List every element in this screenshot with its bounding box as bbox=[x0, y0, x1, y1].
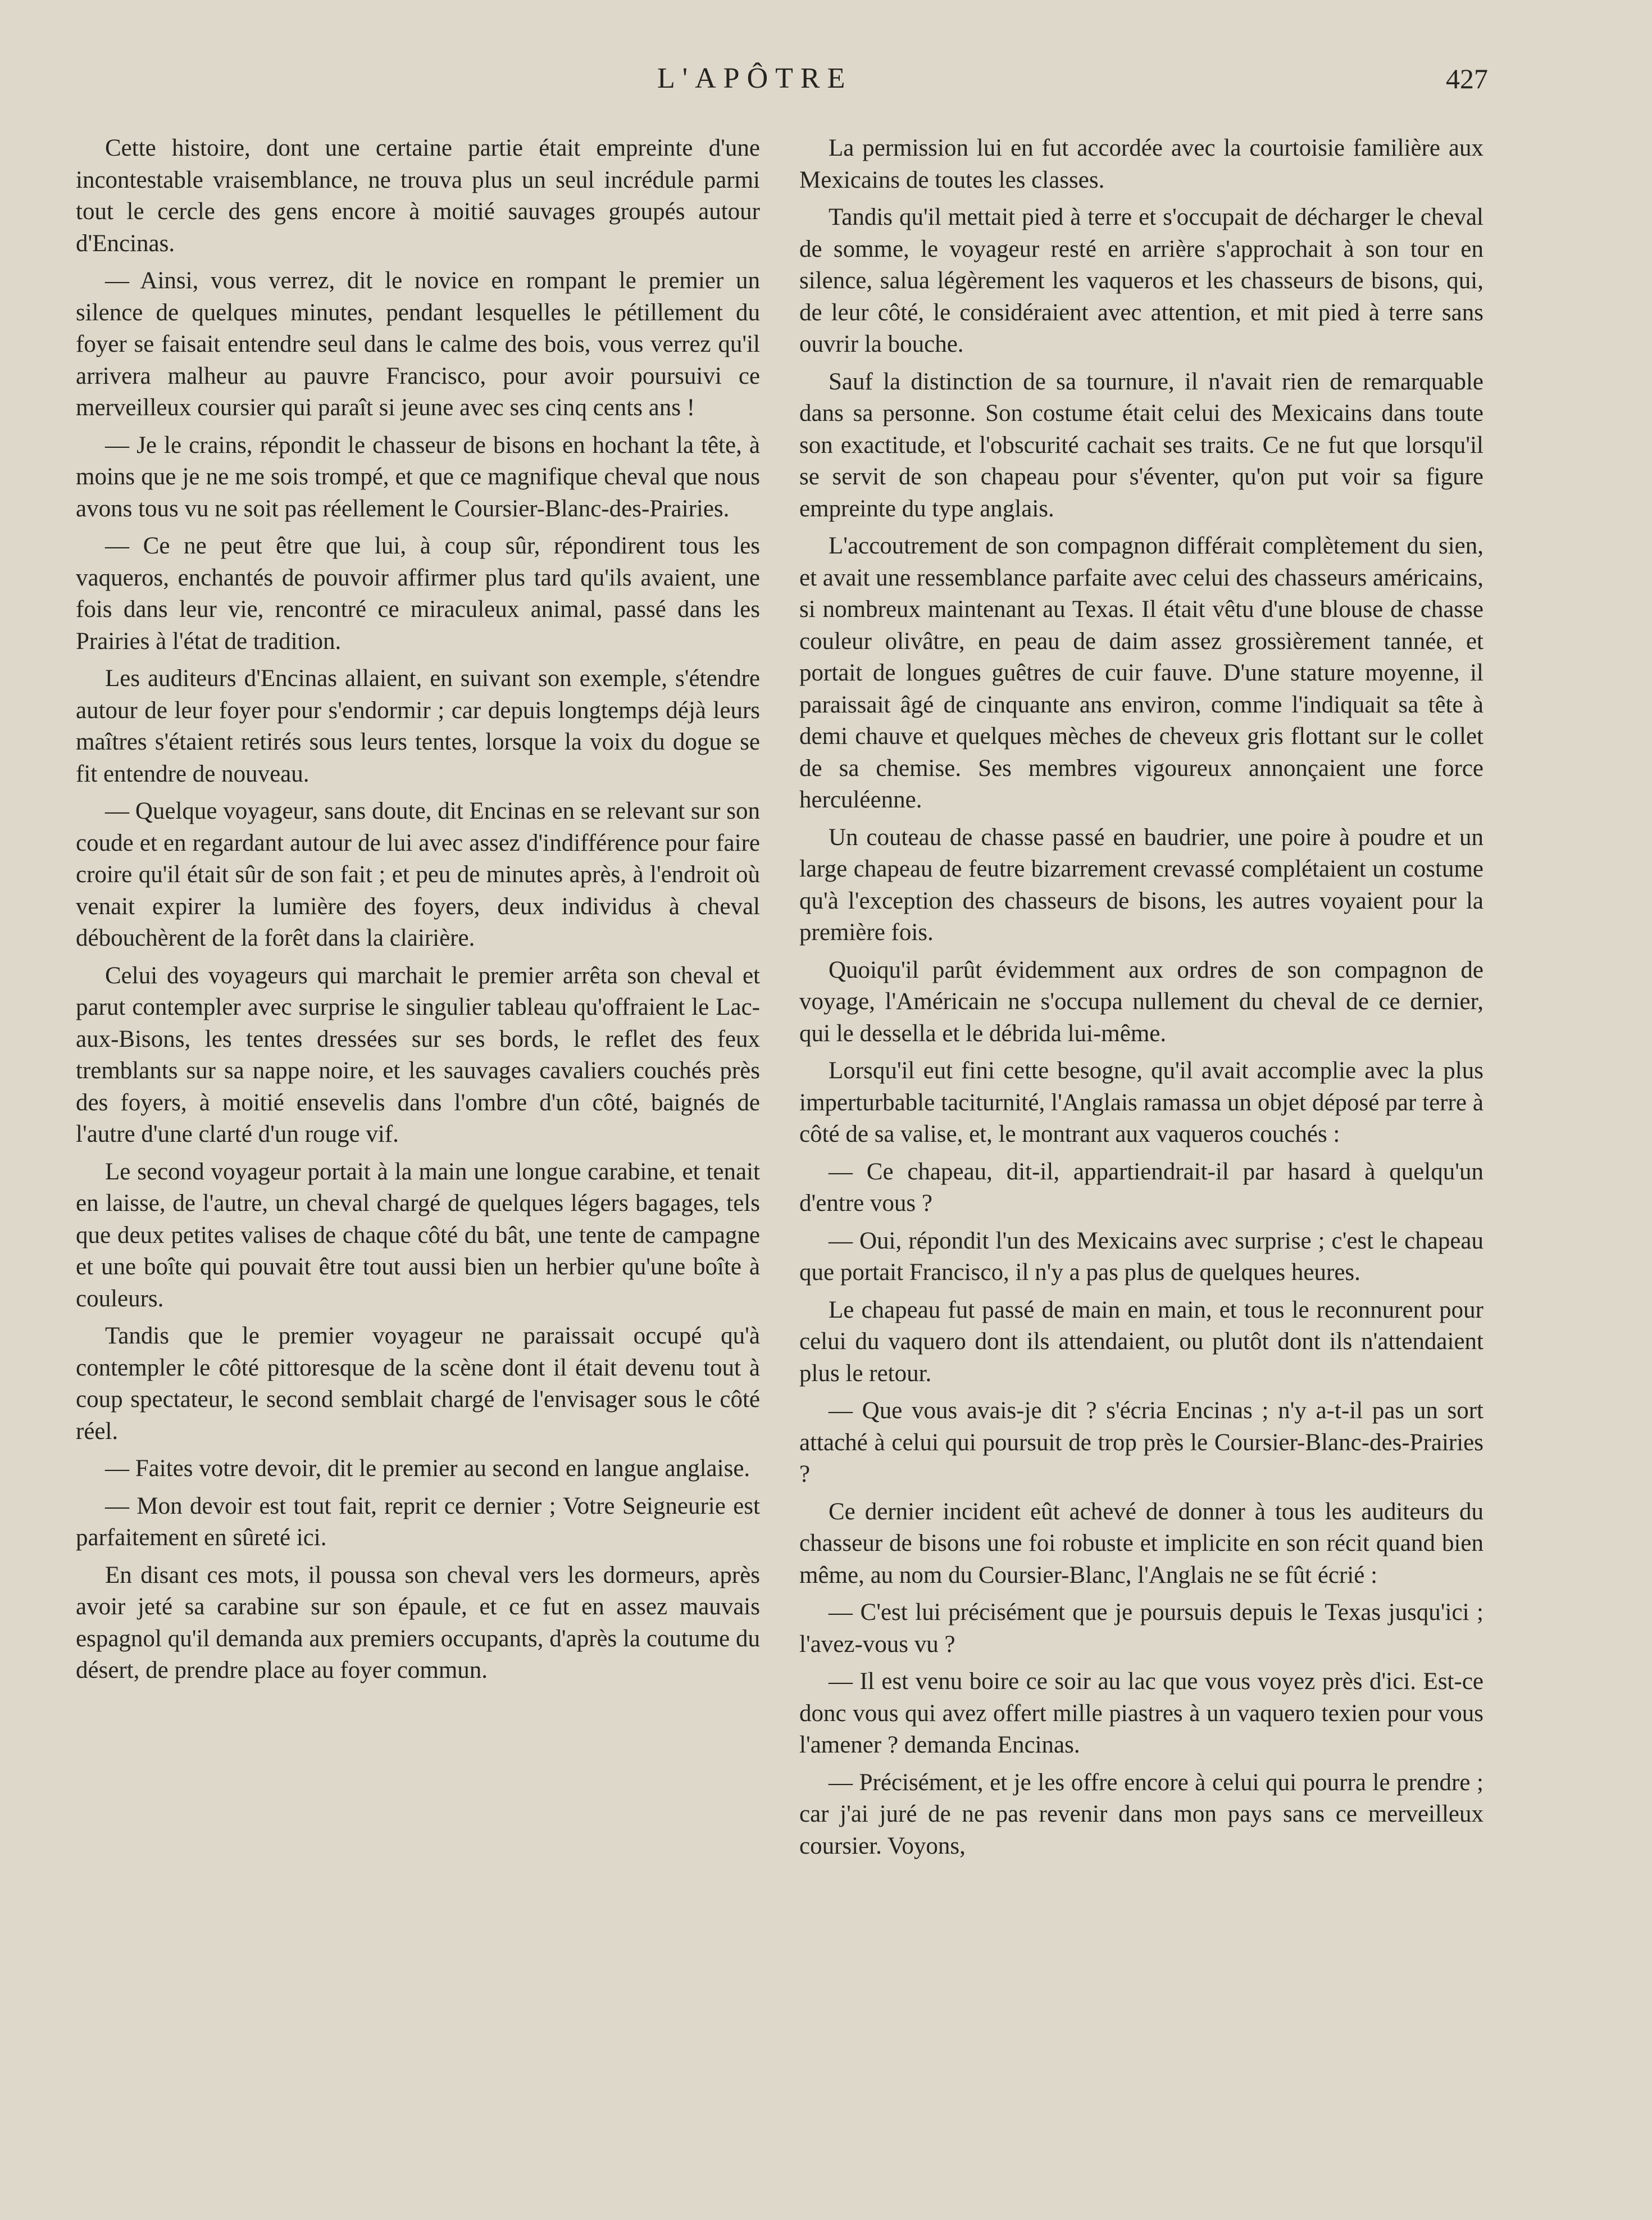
paragraph: — Oui, répondit l'un des Mexicains avec surprise ; c'est le chapeau que portait Francisco, il n'y a pas plus de quelques heures. bbox=[799, 1227, 1483, 1286]
paragraph: L'accoutrement de son compagnon différait complètement du sien, et avait une ressemblance parfaite avec celui des chasseurs américains, si nombreux maintenant au Texas. Il était vêtu d'une blouse de chasse couleur olivâtre, en peau de daim assez grossièrement tannée, et portait de longues guêtres de cuir fauve. D'une stature moyenne, il paraissait âgé de cinquante ans environ, comme l'indiquait sa tête à demi chauve et quelques mèches de cheveux gris flottant sur le collet de sa chemise. Ses membres vigoureux annonçaient une force herculéenne. bbox=[799, 533, 1483, 813]
paragraph: — Ainsi, vous verrez, dit le novice en rompant le premier un silence de quelques minutes, pendant lesquelles le pétillement du foyer se faisait entendre seul dans le calme des bois, vous verrez qu'il arrivera malheur au pauvre Francisco, pour avoir poursuivi ce merveilleux coursier qui paraît si jeune avec ses cinq cents ans ! bbox=[76, 267, 760, 421]
paragraph: Tandis qu'il mettait pied à terre et s'occupait de décharger le cheval de somme, le voyageur resté en arrière s'approchait à son tour en silence, salua légèrement les vaqueros et les chasseurs de bisons, qui, de leur côté, le considéraient avec attention, et mit pied à terre sans ouvrir la bouche. bbox=[799, 204, 1483, 357]
paragraph: Un couteau de chasse passé en baudrier, une poire à poudre et un large chapeau de feutre bizarrement crevassé complétaient un costume qu'à l'exception des chasseurs de bisons, les autres voyaient pour la première fois. bbox=[799, 824, 1483, 946]
paragraph: — Il est venu boire ce soir au lac que vous voyez près d'ici. Est-ce donc vous qui avez offert mille piastres à un vaquero texien pour vous l'amener ? demanda Encinas. bbox=[799, 1668, 1483, 1758]
page-number: 427 bbox=[1446, 63, 1488, 94]
right-column bbox=[799, 133, 1483, 1868]
paragraph: Le chapeau fut passé de main en main, et tous le reconnurent pour celui du vaquero dont ils attendaient, ou plutôt dont ils n'attendaient plus le retour. bbox=[799, 1296, 1483, 1387]
paragraph: Lorsqu'il eut fini cette besogne, qu'il avait accomplie avec la plus imperturbable taciturnité, l'Anglais ramassa un objet déposé par terre à côté de sa valise, et, le montrant aux vaqueros couchés : bbox=[799, 1057, 1483, 1147]
paragraph: Celui des voyageurs qui marchait le premier arrêta son cheval et parut contempler avec surprise le singulier tableau qu'offraient le Lac-aux-Bisons, les tentes dressées sur ses bords, le reflet des feux tremblants sur sa nappe noire, et les sauvages cavaliers couchés près des foyers, à moitié ensevelis dans l'ombre d'un côté, baignés de l'autre d'une clarté d'un rouge vif. bbox=[76, 962, 760, 1147]
paragraph: En disant ces mots, il poussa son cheval vers les dormeurs, après avoir jeté sa carabine sur son épaule, et ce fut en assez mauvais espagnol qu'il demanda aux premiers occupants, d'après la coutume du désert, de prendre place au foyer commun. bbox=[76, 1561, 760, 1683]
page-header bbox=[0, 56, 1652, 101]
paragraph: Quoiqu'il parût évidemment aux ordres de son compagnon de voyage, l'Américain ne s'occupa nullement du cheval de ce dernier, qui le dessella et le débrida lui-même. bbox=[799, 956, 1483, 1047]
paragraph: Ce dernier incident eût achevé de donner à tous les auditeurs du chasseur de bisons une foi robuste et implicite en son récit quand bien même, au nom du Coursier-Blanc, l'Anglais ne se fût écrié : bbox=[799, 1498, 1483, 1588]
paragraph: — Ce ne peut être que lui, à coup sûr, répondirent tous les vaqueros, enchantés de pouvoir affirmer plus tard qu'ils avaient, une fois dans leur vie, rencontré ce miraculeux animal, passé dans les Prairies à l'état de tradition. bbox=[76, 533, 760, 655]
paragraph: Les auditeurs d'Encinas allaient, en suivant son exemple, s'étendre autour de leur foyer pour s'endormir ; car depuis longtemps déjà leurs maîtres s'étaient retirés sous leurs tentes, lorsque la voix du dogue se fit entendre de nouveau. bbox=[76, 665, 760, 787]
paragraph: Cette histoire, dont une certaine partie était empreinte d'une incontestable vraisemblance, ne trouva plus un seul incrédule parmi tout le cercle des gens encore à moitié sauvages groupés autour d'Encinas. bbox=[76, 135, 760, 257]
paragraph: La permission lui en fut accordée avec la courtoisie familière aux Mexicains de toutes les classes. bbox=[799, 135, 1483, 193]
left-column bbox=[76, 133, 760, 1692]
paragraph: Le second voyageur portait à la main une longue carabine, et tenait en laisse, de l'autre, un cheval chargé de quelques légers bagages, tels que deux petites valises de chaque côté du bât, une tente de campagne et une boîte qui pouvait être tout aussi bien un herbier qu'une boîte à couleurs. bbox=[76, 1158, 760, 1312]
paragraph: Tandis que le premier voyageur ne paraissait occupé qu'à contempler le côté pittoresque de la scène dont il était devenu tout à coup spectateur, le second semblait chargé de l'envisager sous le côté réel. bbox=[76, 1323, 760, 1445]
paragraph: — Précisément, et je les offre encore à celui qui pourra le prendre ; car j'ai juré de ne pas revenir dans mon pays sans ce merveilleux coursier. Voyons, bbox=[799, 1769, 1483, 1859]
paragraph: Sauf la distinction de sa tournure, il n'avait rien de remarquable dans sa personne. Son costume était celui des Mexicains dans toute son exactitude, et l'obscurité cachait ses traits. Ce ne fut que lorsqu'il se servit de son chapeau pour s'éventer, qu'on put voir sa figure empreinte du type anglais. bbox=[799, 368, 1483, 522]
paragraph: — Que vous avais-je dit ? s'écria Encinas ; n'y a-t-il pas un sort attaché à celui qui poursuit de trop près le Coursier-Blanc-des-Prairies ? bbox=[799, 1397, 1483, 1487]
paragraph: — C'est lui précisément que je poursuis depuis le Texas jusqu'ici ; l'avez-vous vu ? bbox=[799, 1599, 1483, 1658]
running-title: L'APÔTRE bbox=[657, 62, 853, 94]
paragraph: — Ce chapeau, dit-il, appartiendrait-il par hasard à quelqu'un d'entre vous ? bbox=[799, 1158, 1483, 1216]
paragraph: — Quelque voyageur, sans doute, dit Encinas en se relevant sur son coude et en regardant autour de lui avec assez d'indifférence pour faire croire qu'il était sûr de son fait ; et peu de minutes après, à l'endroit où venait expirer la lumière des foyers, deux individus à cheval débouchèrent de la forêt dans la clairière. bbox=[76, 798, 760, 951]
paragraph: — Faites votre devoir, dit le premier au second en langue anglaise. bbox=[105, 1455, 750, 1482]
paragraph: — Je le crains, répondit le chasseur de bisons en hochant la tête, à moins que je ne me sois trompé, et que ce magnifique cheval que nous avons tous vu ne soit pas réellement le Coursier-Blanc-des-Prairies. bbox=[76, 432, 760, 522]
paragraph: — Mon devoir est tout fait, reprit ce dernier ; Votre Seigneurie est parfaitement en sûreté ici. bbox=[76, 1492, 760, 1551]
